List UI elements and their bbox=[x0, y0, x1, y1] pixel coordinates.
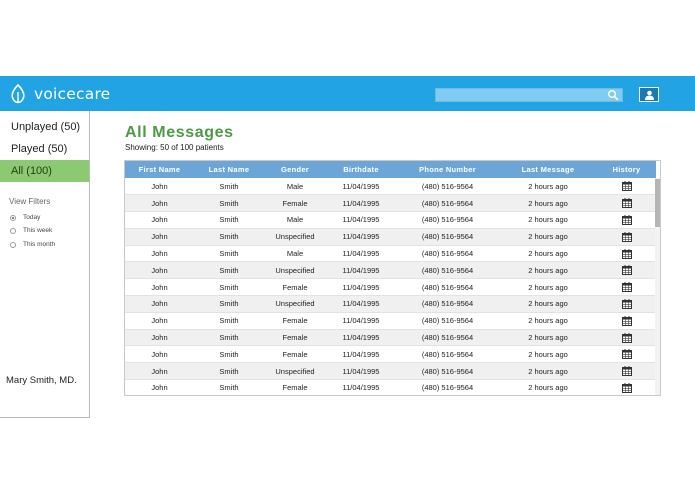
last-name-cell: Smith bbox=[194, 262, 264, 279]
last-name-cell: Smith bbox=[194, 329, 264, 346]
sidebar-item-unplayed[interactable]: Unplayed (50) bbox=[11, 121, 81, 133]
history-cell[interactable] bbox=[597, 296, 656, 313]
first-name-cell: John bbox=[125, 363, 194, 380]
last-name-cell: Smith bbox=[194, 296, 264, 313]
calendar-icon[interactable] bbox=[622, 232, 632, 242]
table-row[interactable] bbox=[125, 346, 656, 363]
table-row[interactable] bbox=[125, 380, 656, 396]
table-row[interactable] bbox=[125, 296, 656, 313]
last-message-cell: 2 hours ago bbox=[499, 363, 597, 380]
first-name-cell: John bbox=[125, 296, 194, 313]
last-name-cell: Smith bbox=[194, 312, 264, 329]
last-message-cell: 2 hours ago bbox=[499, 245, 597, 262]
gender-cell: Unspecified bbox=[264, 262, 326, 279]
scrollbar-thumb[interactable] bbox=[655, 179, 660, 227]
last-message-cell: 2 hours ago bbox=[499, 296, 597, 313]
history-cell[interactable] bbox=[597, 279, 656, 296]
first-name-cell: John bbox=[125, 346, 194, 363]
gender-cell: Female bbox=[264, 195, 326, 212]
table-row[interactable] bbox=[125, 363, 656, 380]
gender-cell: Female bbox=[264, 329, 326, 346]
sidebar bbox=[0, 111, 90, 418]
birthdate-cell: 11/04/1995 bbox=[326, 195, 396, 212]
last-name-cell: Smith bbox=[194, 380, 264, 396]
last-message-cell: 2 hours ago bbox=[499, 262, 597, 279]
gender-cell: Male bbox=[264, 245, 326, 262]
first-name-cell: John bbox=[125, 228, 194, 245]
last-name-cell: Smith bbox=[194, 346, 264, 363]
app-name: voicecare bbox=[34, 85, 111, 103]
history-cell[interactable] bbox=[597, 228, 656, 245]
gender-cell: Unspecified bbox=[264, 228, 326, 245]
gender-cell: Female bbox=[264, 312, 326, 329]
gender-cell: Female bbox=[264, 380, 326, 396]
table-row[interactable] bbox=[125, 178, 656, 195]
first-name-cell: John bbox=[125, 212, 194, 229]
table-row[interactable] bbox=[125, 279, 656, 296]
history-cell[interactable] bbox=[597, 346, 656, 363]
birthdate-cell: 11/04/1995 bbox=[326, 346, 396, 363]
table-row[interactable] bbox=[125, 329, 656, 346]
first-name-cell: John bbox=[125, 329, 194, 346]
calendar-icon[interactable] bbox=[622, 265, 632, 275]
gender-cell: Unspecified bbox=[264, 363, 326, 380]
calendar-icon[interactable] bbox=[622, 349, 632, 359]
phone-number-cell: (480) 516-9564 bbox=[396, 380, 499, 396]
column-header[interactable]: Phone Number bbox=[419, 165, 476, 174]
phone-number-cell: (480) 516-9564 bbox=[396, 195, 499, 212]
calendar-icon[interactable] bbox=[622, 333, 632, 343]
birthdate-cell: 11/04/1995 bbox=[326, 296, 396, 313]
phone-number-cell: (480) 516-9564 bbox=[396, 228, 499, 245]
table-row[interactable] bbox=[125, 195, 656, 212]
calendar-icon[interactable] bbox=[622, 215, 632, 225]
search-icon[interactable] bbox=[607, 89, 619, 101]
history-cell[interactable] bbox=[597, 312, 656, 329]
phone-number-cell: (480) 516-9564 bbox=[396, 312, 499, 329]
user-profile-button[interactable] bbox=[639, 87, 659, 102]
birthdate-cell: 11/04/1995 bbox=[326, 262, 396, 279]
filter-this-week[interactable] bbox=[10, 227, 52, 234]
last-message-cell: 2 hours ago bbox=[499, 329, 597, 346]
first-name-cell: John bbox=[125, 195, 194, 212]
user-icon bbox=[644, 90, 655, 100]
history-cell[interactable] bbox=[597, 212, 656, 229]
last-name-cell: Smith bbox=[194, 212, 264, 229]
first-name-cell: John bbox=[125, 245, 194, 262]
last-message-cell: 2 hours ago bbox=[499, 212, 597, 229]
calendar-icon[interactable] bbox=[622, 282, 632, 292]
history-cell[interactable] bbox=[597, 329, 656, 346]
phone-number-cell: (480) 516-9564 bbox=[396, 346, 499, 363]
gender-cell: Female bbox=[264, 346, 326, 363]
column-header[interactable]: Last Message bbox=[521, 165, 575, 174]
column-header[interactable]: Last Name bbox=[208, 165, 250, 174]
radio-button[interactable] bbox=[10, 242, 16, 248]
phone-number-cell: (480) 516-9564 bbox=[396, 279, 499, 296]
last-name-cell: Smith bbox=[194, 228, 264, 245]
gender-cell: Unspecified bbox=[264, 296, 326, 313]
column-header[interactable]: First Name bbox=[138, 165, 181, 174]
table-scrollbar[interactable] bbox=[655, 178, 660, 396]
table-row[interactable] bbox=[125, 262, 656, 279]
phone-number-cell: (480) 516-9564 bbox=[396, 296, 499, 313]
current-user-name: Mary Smith, MD. bbox=[6, 375, 77, 386]
phone-number-cell: (480) 516-9564 bbox=[396, 245, 499, 262]
page-title: All Messages bbox=[125, 124, 234, 141]
radio-button[interactable] bbox=[10, 228, 16, 234]
phone-number-cell: (480) 516-9564 bbox=[396, 363, 499, 380]
first-name-cell: John bbox=[125, 312, 194, 329]
filter-label: This month bbox=[23, 241, 56, 248]
calendar-icon[interactable] bbox=[622, 316, 632, 326]
last-name-cell: Smith bbox=[194, 195, 264, 212]
calendar-icon[interactable] bbox=[622, 299, 632, 309]
birthdate-cell: 11/04/1995 bbox=[326, 363, 396, 380]
phone-number-cell: (480) 516-9564 bbox=[396, 178, 499, 195]
first-name-cell: John bbox=[125, 380, 194, 396]
phone-number-cell: (480) 516-9564 bbox=[396, 262, 499, 279]
calendar-icon[interactable] bbox=[622, 383, 632, 393]
gender-cell: Male bbox=[264, 178, 326, 195]
gender-cell: Female bbox=[264, 279, 326, 296]
filter-today[interactable] bbox=[10, 214, 40, 221]
sidebar-item-all[interactable]: All (100) bbox=[0, 160, 89, 182]
last-message-cell: 2 hours ago bbox=[499, 346, 597, 363]
column-header[interactable]: History bbox=[612, 165, 641, 174]
leaf-icon bbox=[10, 84, 26, 104]
history-cell[interactable] bbox=[597, 195, 656, 212]
phone-number-cell: (480) 516-9564 bbox=[396, 329, 499, 346]
phone-number-cell: (480) 516-9564 bbox=[396, 212, 499, 229]
column-header[interactable]: Birthdate bbox=[343, 165, 379, 174]
birthdate-cell: 11/04/1995 bbox=[326, 279, 396, 296]
last-name-cell: Smith bbox=[194, 279, 264, 296]
last-message-cell: 2 hours ago bbox=[499, 228, 597, 245]
filter-label: Today bbox=[23, 214, 41, 221]
first-name-cell: John bbox=[125, 279, 194, 296]
history-cell[interactable] bbox=[597, 363, 656, 380]
last-name-cell: Smith bbox=[194, 363, 264, 380]
last-message-cell: 2 hours ago bbox=[499, 312, 597, 329]
first-name-cell: John bbox=[125, 178, 194, 195]
radio-button-selected[interactable] bbox=[10, 215, 16, 221]
column-header[interactable]: Gender bbox=[280, 165, 310, 174]
first-name-cell: John bbox=[125, 262, 194, 279]
calendar-icon[interactable] bbox=[622, 249, 632, 259]
app-logo[interactable] bbox=[10, 83, 110, 105]
last-name-cell: Smith bbox=[194, 245, 264, 262]
last-message-cell: 2 hours ago bbox=[499, 178, 597, 195]
calendar-icon[interactable] bbox=[622, 366, 632, 376]
history-cell[interactable] bbox=[597, 178, 656, 195]
birthdate-cell: 11/04/1995 bbox=[326, 178, 396, 195]
view-filters-heading: View Filters bbox=[9, 197, 51, 206]
filter-this-month[interactable] bbox=[10, 241, 55, 248]
last-name-cell: Smith bbox=[194, 178, 264, 195]
table-header-row bbox=[125, 161, 656, 178]
gender-cell: Male bbox=[264, 212, 326, 229]
birthdate-cell: 11/04/1995 bbox=[326, 329, 396, 346]
table-row[interactable] bbox=[125, 245, 656, 262]
birthdate-cell: 11/04/1995 bbox=[326, 312, 396, 329]
history-cell[interactable] bbox=[597, 380, 656, 396]
history-cell[interactable] bbox=[597, 262, 656, 279]
last-message-cell: 2 hours ago bbox=[499, 195, 597, 212]
messages-table bbox=[124, 160, 661, 396]
table-row[interactable] bbox=[125, 228, 656, 245]
sidebar-item-played[interactable]: Played (50) bbox=[11, 143, 68, 155]
table-row[interactable] bbox=[125, 312, 656, 329]
birthdate-cell: 11/04/1995 bbox=[326, 380, 396, 396]
table-row[interactable] bbox=[125, 212, 656, 229]
last-message-cell: 2 hours ago bbox=[499, 380, 597, 396]
calendar-icon[interactable] bbox=[622, 198, 632, 208]
filter-label: This week bbox=[23, 227, 53, 234]
history-cell[interactable] bbox=[597, 245, 656, 262]
birthdate-cell: 11/04/1995 bbox=[326, 212, 396, 229]
calendar-icon[interactable] bbox=[622, 181, 632, 191]
search-input[interactable] bbox=[435, 88, 623, 102]
results-count: Showing: 50 of 100 patients bbox=[125, 143, 224, 152]
last-message-cell: 2 hours ago bbox=[499, 279, 597, 296]
birthdate-cell: 11/04/1995 bbox=[326, 245, 396, 262]
birthdate-cell: 11/04/1995 bbox=[326, 228, 396, 245]
